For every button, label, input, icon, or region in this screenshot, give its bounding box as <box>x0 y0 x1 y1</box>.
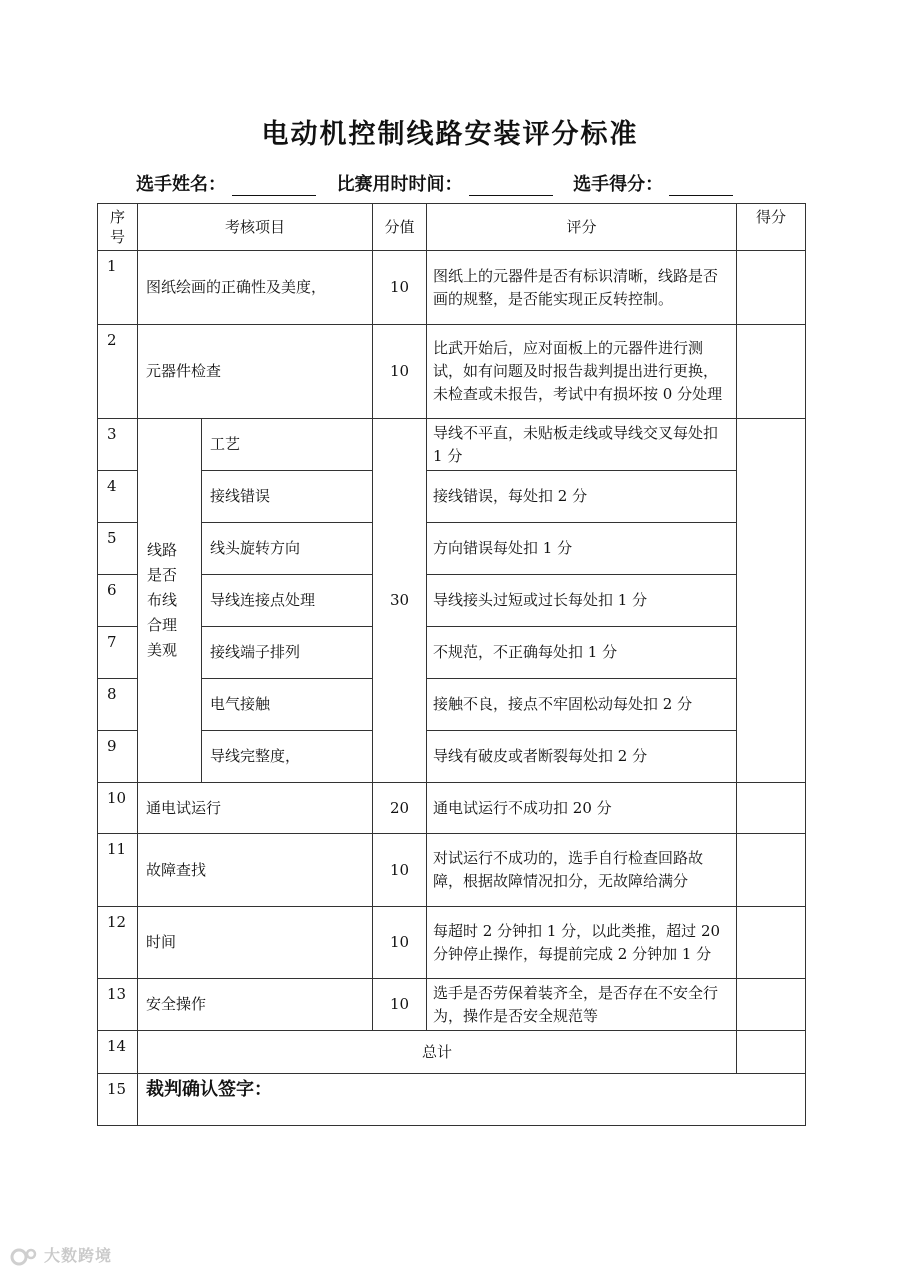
row-points: 10 <box>373 325 427 419</box>
row-criteria: 每超时 2 分钟扣 1 分，以此类推，超过 20 分钟停止操作，每提前完成 2 分钟加 1 分 <box>427 907 737 979</box>
row-points: 10 <box>373 907 427 979</box>
row-criteria: 不规范，不正确每处扣 1 分 <box>427 627 737 679</box>
row-item: 接线端子排列 <box>202 627 373 679</box>
table-row: 12 时间 10 每超时 2 分钟扣 1 分，以此类推，超过 20 分钟停止操作，每提前完成 2 分钟加 1 分 <box>98 907 806 979</box>
row-criteria: 接触不良，接点不牢固松动每处扣 2 分 <box>427 679 737 731</box>
row-item: 导线连接点处理 <box>202 575 373 627</box>
contestant-info-line <box>136 170 796 196</box>
scoring-table <box>97 203 806 1126</box>
time-used-blank[interactable] <box>469 175 553 196</box>
table-row: 3 线路是否布线合理美观 工艺 30 导线不平直，未贴板走线或导线交叉每处扣 1 分 <box>98 419 806 471</box>
row-points: 10 <box>373 251 427 325</box>
table-row: 4 接线错误 接线错误，每处扣 2 分 <box>98 471 806 523</box>
document-title: 电动机控制线路安装评分标准 <box>261 119 639 150</box>
row-item: 通电试运行 <box>138 783 373 834</box>
table-row: 6 导线连接点处理 导线接头过短或过长每处扣 1 分 <box>98 575 806 627</box>
row-criteria: 图纸上的元器件是否有标识清晰，线路是否画的规整，是否能实现正反转控制。 <box>427 251 737 325</box>
signature-row: 15 裁判确认签字： <box>98 1074 806 1126</box>
table-row: 2 元器件检查 10 比武开始后，应对面板上的元器件进行测试，如有问题及时报告裁判提出进行更换，未检查或未报告，考试中有损坏按 0 分处理 <box>98 325 806 419</box>
row-criteria: 接线错误，每处扣 2 分 <box>427 471 737 523</box>
contestant-score-label: 选手得分： <box>573 174 664 195</box>
row-item: 线头旋转方向 <box>202 523 373 575</box>
table-row: 1 图纸绘画的正确性及美度， 10 图纸上的元器件是否有标识清晰，线路是否画的规整，是否能实现正反转控制。 <box>98 251 806 325</box>
total-score-cell[interactable] <box>737 1031 806 1074</box>
table-row: 10 通电试运行 20 通电试运行不成功扣 20 分 <box>98 783 806 834</box>
header-item: 考核项目 <box>138 204 373 251</box>
row-item: 时间 <box>138 907 373 979</box>
row-score-cell[interactable] <box>737 834 806 907</box>
row-item: 故障查找 <box>138 834 373 907</box>
row-score-cell[interactable] <box>737 325 806 419</box>
total-label: 总计 <box>138 1031 737 1074</box>
row-item: 电气接触 <box>202 679 373 731</box>
table-row: 5 线头旋转方向 方向错误每处扣 1 分 <box>98 523 806 575</box>
table-row: 7 接线端子排列 不规范，不正确每处扣 1 分 <box>98 627 806 679</box>
row-points: 10 <box>373 834 427 907</box>
row-item: 接线错误 <box>202 471 373 523</box>
row-criteria: 导线不平直，未贴板走线或导线交叉每处扣 1 分 <box>427 419 737 471</box>
header-criteria: 评分 <box>427 204 737 251</box>
row-points: 10 <box>373 979 427 1031</box>
table-row: 11 故障查找 10 对试运行不成功的，选手自行检查回路故障，根据故障情况扣分，无故障给满分 <box>98 834 806 907</box>
row-criteria: 导线有破皮或者断裂每处扣 2 分 <box>427 731 737 783</box>
total-row: 14 总计 <box>98 1031 806 1074</box>
row-criteria: 方向错误每处扣 1 分 <box>427 523 737 575</box>
table-header-row <box>98 204 806 251</box>
wiring-group-label: 线路是否布线合理美观 <box>138 419 202 783</box>
row-criteria: 选手是否劳保着装齐全，是否存在不安全行为，操作是否安全规范等 <box>427 979 737 1031</box>
table-row: 13 安全操作 10 选手是否劳保着装齐全，是否存在不安全行为，操作是否安全规范等 <box>98 979 806 1031</box>
row-item: 安全操作 <box>138 979 373 1031</box>
wiring-score-cell[interactable] <box>737 419 806 783</box>
header-points: 分值 <box>373 204 427 251</box>
contestant-name-label: 选手姓名： <box>136 174 226 195</box>
watermark: 大数跨境 <box>10 1243 112 1266</box>
row-score-cell[interactable] <box>737 979 806 1031</box>
row-criteria: 导线接头过短或过长每处扣 1 分 <box>427 575 737 627</box>
row-item: 图纸绘画的正确性及美度， <box>138 251 373 325</box>
row-item: 工艺 <box>202 419 373 471</box>
watermark-logo-icon <box>10 1248 40 1266</box>
row-item: 导线完整度， <box>202 731 373 783</box>
header-score: 得分 <box>737 204 806 251</box>
row-item: 元器件检查 <box>138 325 373 419</box>
row-score-cell[interactable] <box>737 251 806 325</box>
referee-signature[interactable]: 裁判确认签字： <box>138 1074 806 1126</box>
contestant-score-blank[interactable] <box>669 175 733 196</box>
contestant-name-blank[interactable] <box>232 175 316 196</box>
table-row: 8 电气接触 接触不良，接点不牢固松动每处扣 2 分 <box>98 679 806 731</box>
wiring-points: 30 <box>373 419 427 783</box>
table-row: 9 导线完整度， 导线有破皮或者断裂每处扣 2 分 <box>98 731 806 783</box>
row-criteria: 通电试运行不成功扣 20 分 <box>427 783 737 834</box>
row-criteria: 比武开始后，应对面板上的元器件进行测试，如有问题及时报告裁判提出进行更换，未检查或未报告，考试中有损坏按 0 分处理 <box>427 325 737 419</box>
row-score-cell[interactable] <box>737 783 806 834</box>
header-no: 序 号 <box>98 204 138 251</box>
row-points: 20 <box>373 783 427 834</box>
row-score-cell[interactable] <box>737 907 806 979</box>
time-used-label: 比赛用时时间： <box>336 174 463 195</box>
row-criteria: 对试运行不成功的，选手自行检查回路故障，根据故障情况扣分，无故障给满分 <box>427 834 737 907</box>
